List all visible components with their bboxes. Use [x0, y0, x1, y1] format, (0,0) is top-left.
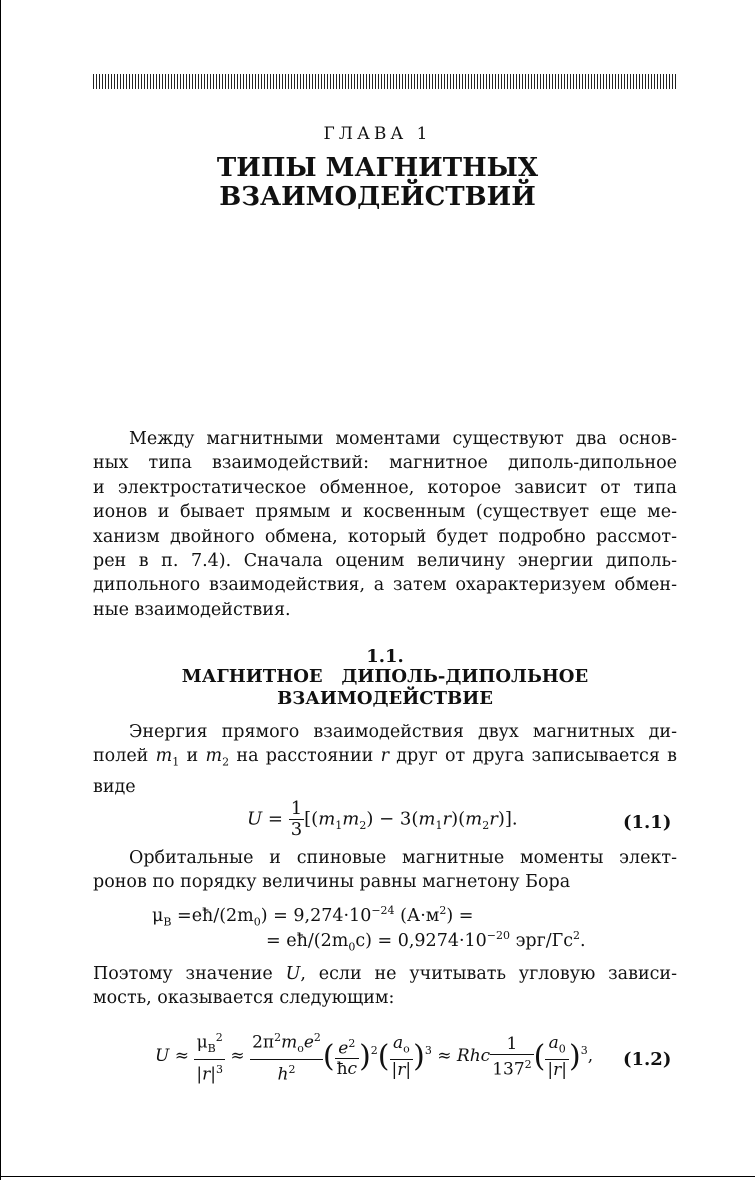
- equation-number-1-1: (1.1): [623, 812, 672, 833]
- text: друг от друга записывается в: [388, 746, 677, 767]
- paragraph-2: [93, 720, 677, 800]
- text: = eħ/(2m: [266, 930, 349, 951]
- fraction: $\frac{1}{3}$: [290, 798, 303, 840]
- para3-line2: ронов по порядку величины равны магнетону Бора: [93, 872, 571, 893]
- equation-1-2: U ≈ $\frac{\mu_B^2}{|r|^3}$ ≈ $\frac{2\pi^2m_oe^2}{h^2}$ ( $\frac{e^2}{ħc}$ )$^2$( $\frac{a_o}{|r|}$ )$^3$ ≈ Rhc $\frac{1}{137^2}$ ( $\frac{a_0}{|r|}$ )$^3$,: [155, 1028, 593, 1085]
- section-title-line1: МАГНИТНОЕ ДИПОЛЬ-ДИПОЛЬНОЕ: [181, 666, 589, 687]
- fraction: $\frac{e^2}{ħc}$: [335, 1034, 359, 1080]
- intro-line: ные взаимодействия.: [93, 599, 291, 620]
- text: на расстоянии: [229, 746, 381, 767]
- text: c) = 0,9274·10: [355, 930, 487, 951]
- fraction: $\frac{a_0}{|r|}$: [547, 1032, 567, 1081]
- para3-line1: Орбитальные и спиновые магнитные моменты элект-: [129, 848, 677, 868]
- text: Поэтому значение: [93, 964, 286, 984]
- fraction: $\frac{a_o}{|r|}$: [391, 1032, 412, 1081]
- text: и: [179, 746, 206, 767]
- header-ornament: [93, 74, 677, 89]
- text: −20: [486, 929, 511, 942]
- page-border-bottom: [0, 1176, 755, 1177]
- text: ) = 9,274·10: [260, 905, 372, 926]
- text: −24: [371, 904, 395, 917]
- equation-number-1-2: (1.2): [623, 1049, 672, 1070]
- para2-line2: полей $m_1$ и $m_2$ на расстоянии r друг от друга записывается в: [93, 746, 677, 769]
- text: .: [580, 930, 586, 951]
- fraction: $\frac{1}{137^2}$: [492, 1033, 532, 1080]
- text: эрг/Гс: [510, 930, 574, 951]
- text: (А·м: [394, 905, 440, 926]
- para4-line1: Поэтому значение U, если не учитывать угловую зависи-: [93, 964, 677, 984]
- section-number: 1.1.: [366, 646, 404, 667]
- chapter-title-line2: ВЗАИМОДЕЙСТВИЙ: [219, 182, 536, 212]
- section-title-line2: ВЗАИМОДЕЙСТВИЕ: [277, 688, 493, 709]
- para2-line1: Энергия прямого взаимодействия двух магнитных ди-: [129, 722, 677, 742]
- intro-paragraph: [93, 427, 677, 622]
- text: , если не учитывать угловую зависи-: [300, 964, 677, 984]
- text: =eħ/(2m: [171, 905, 254, 926]
- intro-line: ионов и бывает прямым и косвенным (существует еще ме-: [93, 502, 677, 523]
- chapter-title-line1: ТИПЫ МАГНИТНЫХ: [216, 153, 539, 183]
- intro-line: рен в п. 7.4). Сначала оценим величину энергии диполь-: [93, 551, 677, 572]
- equation-1-1: U = $\frac{1}{3}$ $[(m_1m_2) - 3(m_1r)(m_2r)]$.: [247, 798, 518, 840]
- paragraph-3: [93, 846, 677, 895]
- text: полей: [93, 746, 156, 767]
- bohr-magneton-line2: = $eħ/(2m_0c) = 0,9274\cdot 10^{-20}$ эрг/$Гс^2$.: [266, 929, 586, 954]
- intro-line: ных типа взаимодействий: магнитное диполь-дипольное: [93, 453, 677, 474]
- para4-line2: мость, оказывается следующим:: [93, 988, 395, 1009]
- bohr-magneton-line1: $\mu_B$ $=eħ/(2m_0) = 9,274\cdot 10^{-24}$ $(А\cdot м^2)$ =: [152, 904, 474, 929]
- intro-line: Между магнитными моментами существуют два основ-: [129, 429, 677, 449]
- intro-line: ханизм двойного обмена, который будет подробно рассмот-: [93, 526, 677, 547]
- paragraph-4: [93, 962, 677, 1011]
- text: ) =: [446, 905, 474, 926]
- chapter-title: [0, 154, 755, 212]
- chapter-label: ГЛАВА 1: [323, 124, 432, 144]
- para2-line3: виде: [93, 777, 136, 798]
- fraction: $\frac{2\pi^2m_oe^2}{h^2}$: [250, 1028, 323, 1085]
- intro-line: дипольного взаимодействия, а затем охарактеризуем обмен-: [93, 575, 677, 596]
- intro-line: и электростатическое обменное, которое зависит от типа: [93, 477, 677, 498]
- section-title: [0, 666, 755, 710]
- text: μ: [152, 905, 164, 926]
- fraction: $\frac{\mu_B^2}{|r|^3}$: [194, 1028, 225, 1085]
